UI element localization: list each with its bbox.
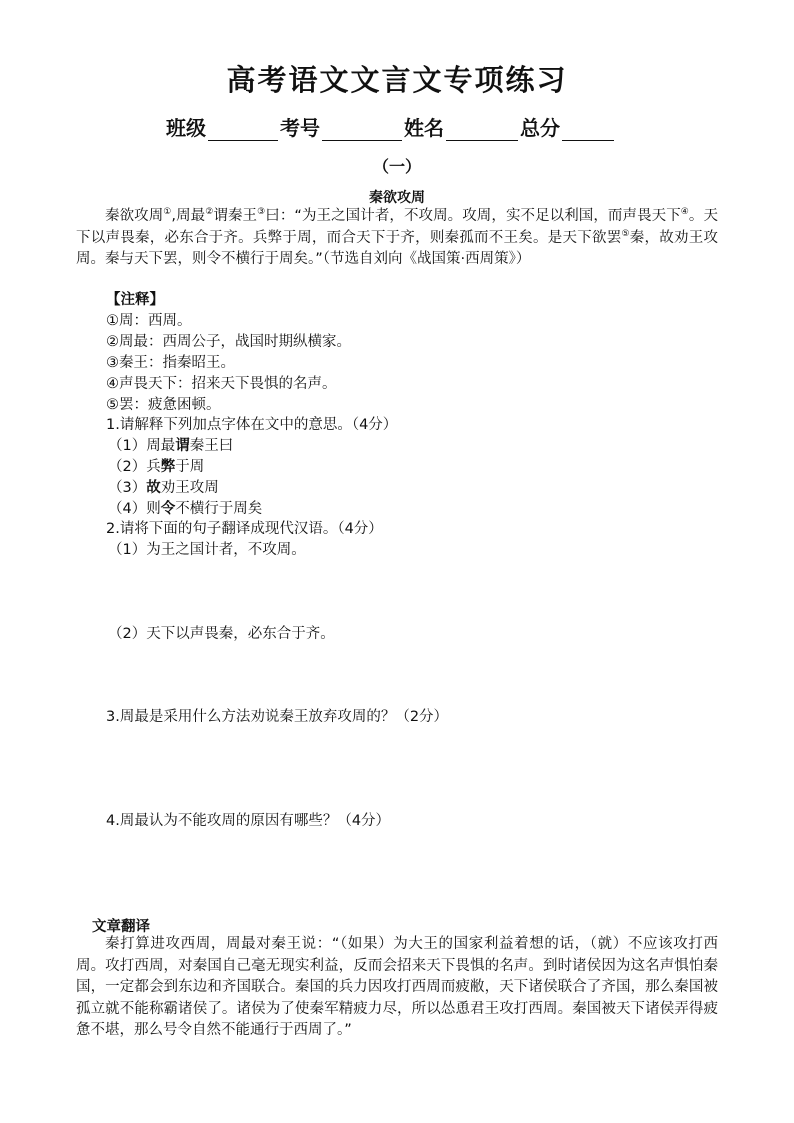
dotted-character: 弊	[160, 459, 176, 475]
class-label: 班级	[166, 116, 206, 140]
question-1-item	[108, 436, 233, 457]
item-text: （1）周最	[108, 438, 176, 454]
item-text: 秦王曰	[189, 438, 234, 454]
note-marker: ④	[680, 207, 689, 218]
translation-paragraph: 秦打算进攻西周，周最对秦王说：“（如果）为大王的国家利益着想的话，（就）不应该攻打西周。攻打西周，对秦国自己毫无现实利益，反而会招来天下畏惧的名声。到时诸侯因为这名声惧怕秦国，一定都会到东边和齐国联合。秦国的兵力因攻打西周而疲敝，天下诸侯联合了齐国，那么秦国被孤立就不能称霸诸侯了。诸侯为了使秦军精疲力尽，所以怂恿君王攻打西周。秦国被天下诸侯弄得疲惫不堪，那么号令自然不能通行于西周了。”	[76, 936, 718, 1038]
question-3: 3.周最是采用什么方法劝说秦王放弃攻周的？（2分）	[106, 709, 449, 725]
section-number: （一）	[372, 157, 421, 176]
dotted-character: 故	[146, 480, 161, 496]
note-item: ③秦王：指秦昭王。	[106, 355, 235, 371]
passage-text	[76, 206, 718, 271]
note-item: ④声畏天下：招来天下畏惧的名声。	[106, 376, 337, 392]
passage-segment: 。天下以声畏秦，必东合于齐。兵弊于周，而合天下于齐，则秦孤而不王矣。是天下欲罢	[76, 208, 718, 246]
question-1-item	[108, 499, 262, 520]
item-text: 不横行于周矣	[175, 501, 263, 517]
note-marker: ⑤	[621, 228, 630, 239]
note-item: ⑤罢：疲惫困顿。	[106, 397, 221, 413]
translation-text	[76, 934, 718, 1042]
note-marker: ③	[257, 207, 266, 218]
item-text: 劝王攻周	[160, 480, 219, 496]
question-1-item	[108, 478, 219, 499]
item-text: （4）则	[108, 501, 161, 517]
passage-segment: 秦欲攻周	[105, 208, 164, 224]
passage-segment: 曰：“为王之国计者，不攻周。攻周，实不足以利国，而声畏天下	[265, 208, 681, 224]
page-title: 高考语文文言文专项练习	[226, 63, 568, 97]
question-1-stem: 1.请解释下列加点字体在文中的意思。（4分）	[106, 417, 398, 433]
exam-number-blank	[322, 120, 402, 141]
translation-heading: 文章翻译	[92, 919, 150, 935]
total-score-label: 总分	[520, 116, 560, 140]
name-label: 姓名	[404, 116, 444, 140]
note-item: ②周最：西周公子，战国时期纵横家。	[106, 334, 351, 350]
note-marker: ①	[163, 207, 172, 218]
question-2-item: （1）为王之国计者，不攻周。	[108, 542, 306, 558]
dotted-character: 谓	[175, 438, 190, 454]
passage-segment: 谓秦王	[213, 208, 258, 224]
question-4: 4.周最认为不能攻周的原因有哪些？（4分）	[106, 813, 391, 829]
passage-segment: 秦，故劝王攻周。秦与天下罢，则令不横行于周矣。”（节选自刘向《战国策·西周策》）	[76, 229, 718, 267]
student-info-row	[166, 112, 616, 141]
dotted-character: 令	[160, 501, 176, 517]
question-2-stem: 2.请将下面的句子翻译成现代汉语。（4分）	[106, 521, 383, 537]
item-text: 于周	[175, 459, 205, 475]
class-blank	[208, 120, 278, 141]
exam-number-label: 考号	[280, 116, 320, 140]
total-score-blank	[562, 120, 614, 141]
passage-segment: ,周最	[171, 208, 206, 224]
notes-heading: 【注释】	[106, 292, 164, 308]
question-1-item	[108, 457, 204, 478]
passage-title: 秦欲攻周	[369, 190, 425, 206]
question-2-item: （2）天下以声畏秦，必东合于齐。	[108, 626, 335, 642]
note-item: ①周：西周。	[106, 313, 192, 329]
item-text: （3）	[108, 480, 147, 496]
name-blank	[446, 120, 518, 141]
note-marker: ②	[205, 207, 214, 218]
item-text: （2）兵	[108, 459, 161, 475]
